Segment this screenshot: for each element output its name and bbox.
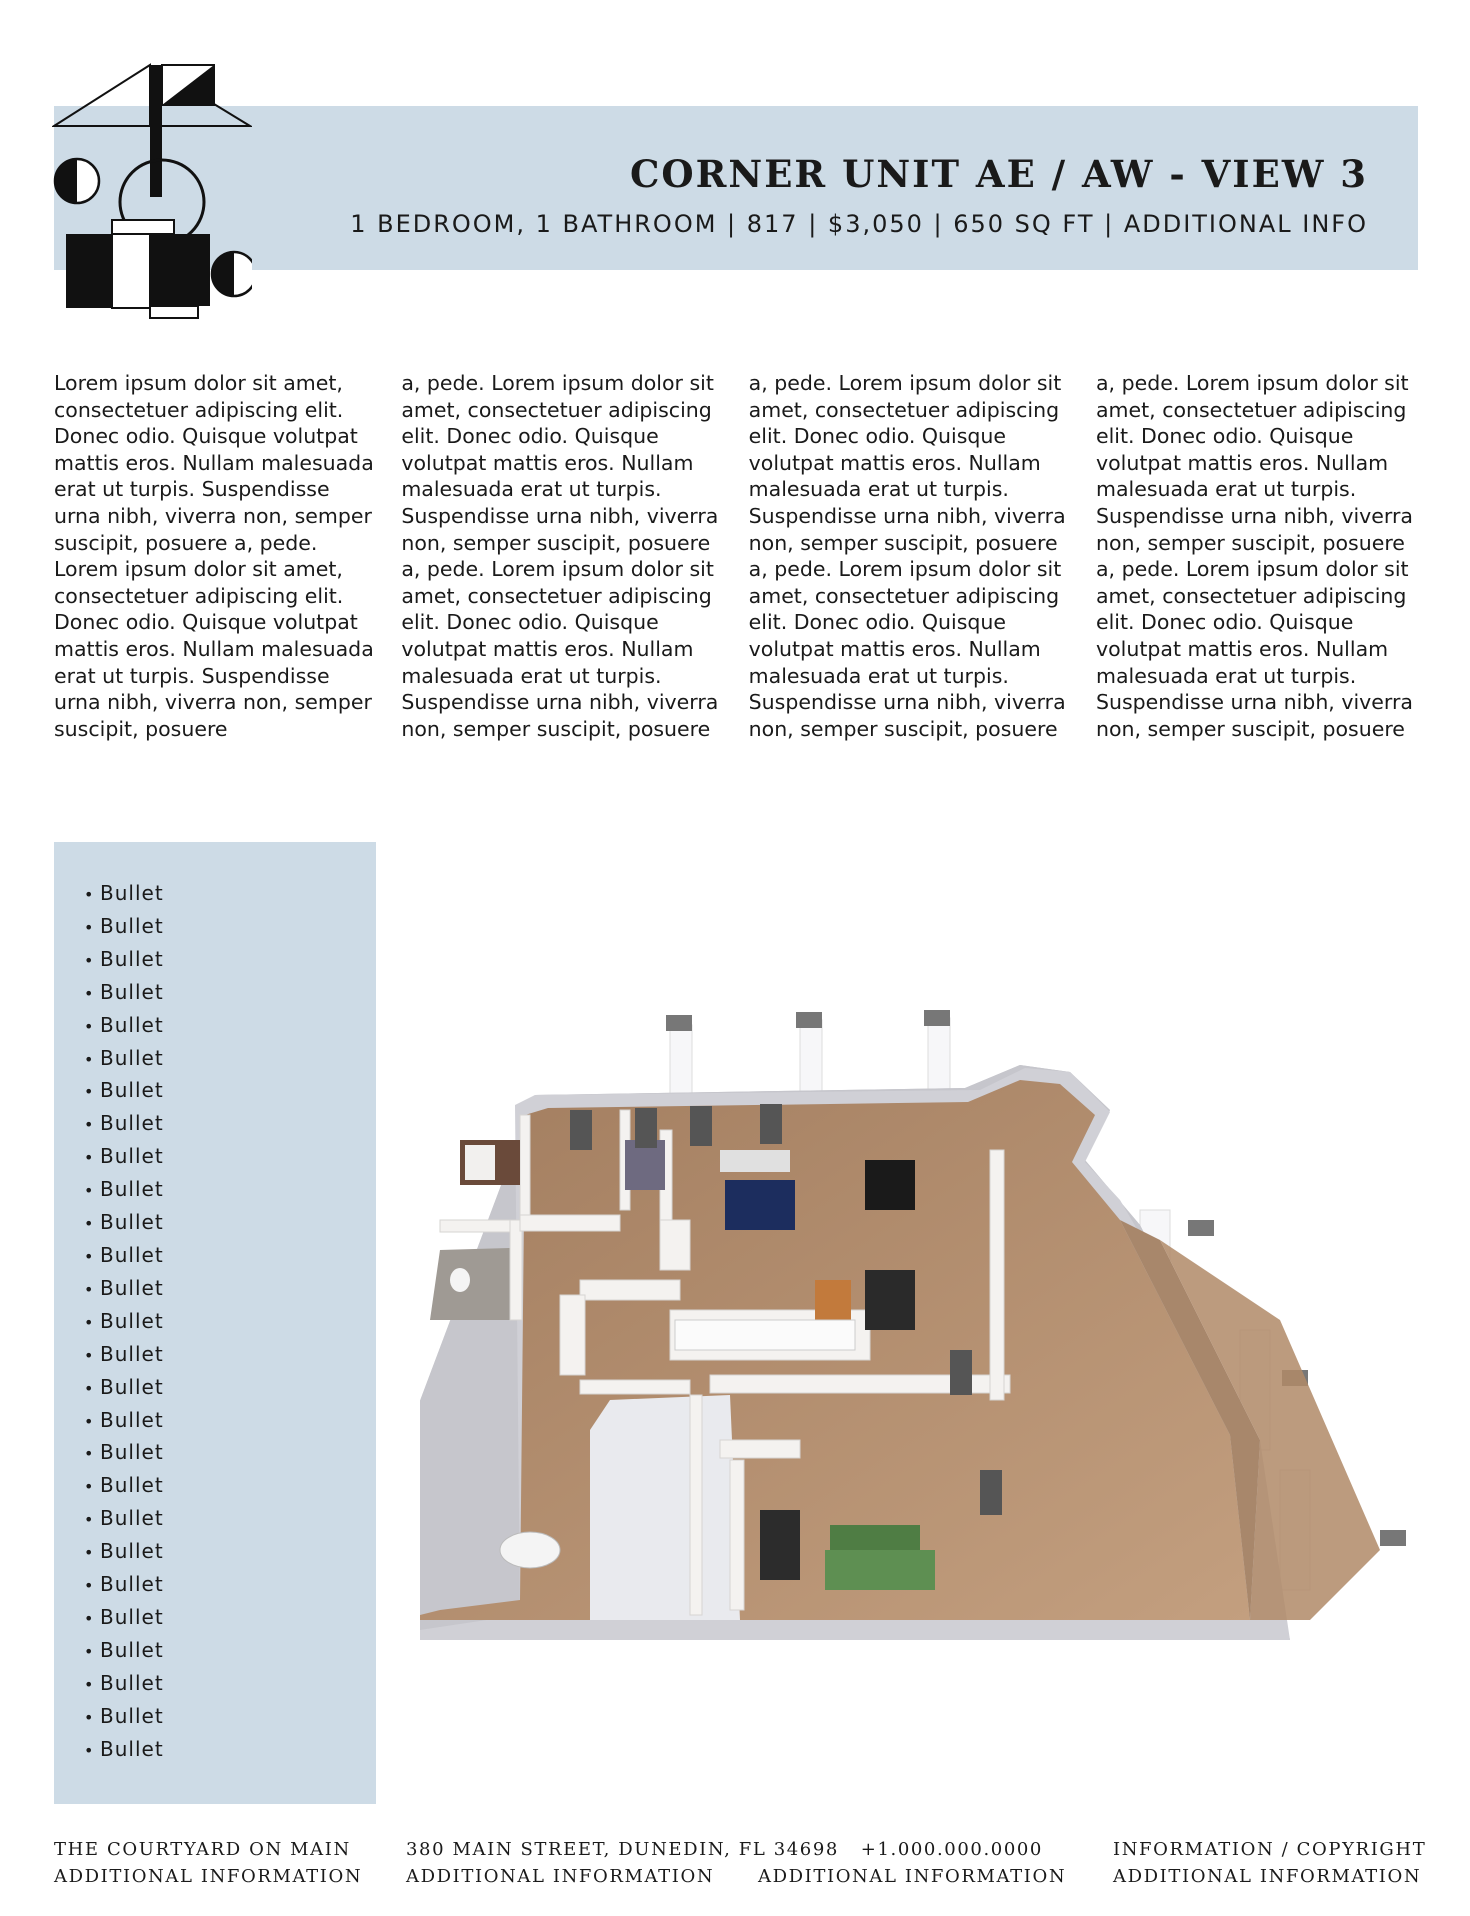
feature-bullet-text: Bullet <box>100 1506 164 1531</box>
feature-bullet-item <box>84 1339 164 1372</box>
body-column-1: Lorem ipsum dolor sit amet, consectetuer adipiscing elit. Donec odio. Quisque volutpat mattis eros. Nullam malesuada erat ut turpis. Suspendisse urna nibh, viverra non, semper suscipit, posuere a, pede. Lorem ipsum dolor sit amet, consectetuer adipiscing elit. Donec odio. Quisque volutpat mattis eros. Nullam malesuada erat ut turpis. Suspendisse urna nibh, viverra non, semper suscipit, posuere <box>54 371 374 741</box>
bullet-dot-icon: • <box>84 1345 95 1365</box>
bullet-dot-icon: • <box>84 1246 95 1266</box>
feature-bullet-text: Bullet <box>100 1078 164 1103</box>
footer-phone-number: +1.000.000.0000 <box>860 1839 1043 1860</box>
feature-bullet-item <box>84 1108 164 1141</box>
body-text-columns <box>54 370 1418 798</box>
feature-bullet-text: Bullet <box>100 979 164 1004</box>
feature-bullet-item <box>84 1437 164 1470</box>
feature-bullet-item <box>84 1569 164 1602</box>
feature-bullet-text: Bullet <box>100 1210 164 1235</box>
feature-bullet-item <box>84 1174 164 1207</box>
feature-bullet-text: Bullet <box>100 1407 164 1432</box>
bullet-dot-icon: • <box>84 950 95 970</box>
bullet-dot-icon: • <box>84 1707 95 1727</box>
feature-bullet-text: Bullet <box>100 881 164 905</box>
feature-bullet-item <box>84 1405 164 1438</box>
bullet-dot-icon: • <box>84 1016 95 1036</box>
bullet-dot-icon: • <box>84 1148 95 1168</box>
feature-bullet-item <box>84 1043 164 1076</box>
feature-bullet-item <box>84 1701 164 1734</box>
bullet-dot-icon: • <box>84 1641 95 1661</box>
feature-bullet-text: Bullet <box>100 1703 164 1728</box>
feature-bullet-text: Bullet <box>100 1637 164 1662</box>
bullet-dot-icon: • <box>84 1477 95 1497</box>
feature-bullet-item <box>84 1240 164 1273</box>
feature-bullet-text: Bullet <box>100 1374 164 1399</box>
feature-bullet-text: Bullet <box>100 1012 164 1037</box>
feature-bullet-text: Bullet <box>100 1111 164 1136</box>
footer-property-name: THE COURTYARD ON MAIN <box>54 1839 351 1860</box>
unit-summary: 1 BEDROOM, 1 BATHROOM | 817 | $3,050 | 650 SQ FT | ADDITIONAL INFO <box>350 210 1368 238</box>
feature-bullet-item <box>84 911 164 944</box>
feature-bullet-text: Bullet <box>100 1308 164 1333</box>
feature-bullet-item <box>84 878 164 911</box>
footer-copyright <box>1113 1836 1426 1890</box>
page-title: CORNER UNIT AE / AW - VIEW 3 <box>629 152 1368 196</box>
bullet-dot-icon: • <box>84 917 95 937</box>
bullet-dot-icon: • <box>84 1181 95 1201</box>
footer-phone <box>758 1836 1067 1890</box>
feature-bullet-item <box>84 977 164 1010</box>
feature-bullet-item <box>84 1207 164 1240</box>
feature-bullet-list <box>84 878 164 1766</box>
feature-bullet-text: Bullet <box>100 1604 164 1629</box>
bullet-dot-icon: • <box>84 1115 95 1135</box>
feature-bullet-item <box>84 944 164 977</box>
feature-bullet-text: Bullet <box>100 946 164 971</box>
feature-bullet-text: Bullet <box>100 1572 164 1597</box>
footer-phone-info: ADDITIONAL INFORMATION <box>758 1866 1067 1887</box>
footer-property-info: ADDITIONAL INFORMATION <box>54 1866 363 1887</box>
feature-bullet-text: Bullet <box>100 1275 164 1300</box>
feature-bullet-item <box>84 1010 164 1043</box>
feature-bullet-text: Bullet <box>100 1670 164 1695</box>
floor-plan-image <box>420 990 1420 1640</box>
feature-bullet-text: Bullet <box>100 1539 164 1564</box>
feature-bullet-text: Bullet <box>100 913 164 938</box>
bullet-dot-icon: • <box>84 1049 95 1069</box>
feature-bullet-item <box>84 1306 164 1339</box>
bullet-dot-icon: • <box>84 1543 95 1563</box>
feature-bullet-item <box>84 1470 164 1503</box>
feature-bullet-text: Bullet <box>100 1473 164 1498</box>
body-column-2: a, pede. Lorem ipsum dolor sit amet, consectetuer adipiscing elit. Donec odio. Quisque volutpat mattis eros. Nullam malesuada erat ut turpis. Suspendisse urna nibh, viverra non, semper suscipit, posuere a, pede. Lorem ipsum dolor sit amet, consectetuer adipiscing elit. Donec odio. Quisque volutpat mattis eros. Nullam malesuada erat ut turpis. Suspendisse urna nibh, viverra non, semper suscipit, posuere <box>401 371 719 741</box>
bullet-dot-icon: • <box>84 983 95 1003</box>
feature-bullet-text: Bullet <box>100 1242 164 1267</box>
bullet-dot-icon: • <box>84 1312 95 1332</box>
bullet-dot-icon: • <box>84 1674 95 1694</box>
feature-bullet-item <box>84 1141 164 1174</box>
body-column-4: a, pede. Lorem ipsum dolor sit amet, consectetuer adipiscing elit. Donec odio. Quisque volutpat mattis eros. Nullam malesuada erat ut turpis. Suspendisse urna nibh, viverra non, semper suscipit, posuere a, pede. Lorem ipsum dolor sit amet, consectetuer adipiscing elit. Donec odio. Quisque volutpat mattis eros. Nullam malesuada erat ut turpis. Suspendisse urna nibh, viverra non, semper suscipit, posuere <box>1095 371 1413 741</box>
bullet-dot-icon: • <box>84 1740 95 1760</box>
feature-bullet-text: Bullet <box>100 1177 164 1202</box>
feature-bullet-item <box>84 1635 164 1668</box>
bullet-dot-icon: • <box>84 1214 95 1234</box>
feature-bullet-text: Bullet <box>100 1341 164 1366</box>
feature-bullet-item <box>84 1372 164 1405</box>
feature-bullet-item <box>84 1273 164 1306</box>
bullet-dot-icon: • <box>84 885 95 904</box>
feature-bullet-item <box>84 1075 164 1108</box>
feature-bullet-item <box>84 1536 164 1569</box>
bullet-dot-icon: • <box>84 1378 95 1398</box>
feature-bullet-item <box>84 1503 164 1536</box>
footer-address-info: ADDITIONAL INFORMATION <box>406 1866 715 1887</box>
footer-copyright-line: INFORMATION / COPYRIGHT <box>1113 1839 1427 1860</box>
feature-bullet-item <box>84 1668 164 1701</box>
feature-bullet-item <box>84 1602 164 1635</box>
footer-property <box>54 1836 362 1890</box>
feature-bullet-item <box>84 1734 164 1767</box>
bullet-dot-icon: • <box>84 1444 95 1464</box>
footer-address-line: 380 MAIN STREET, DUNEDIN, FL 34698 <box>406 1839 839 1860</box>
bullet-dot-icon: • <box>84 1082 95 1102</box>
body-column-3: a, pede. Lorem ipsum dolor sit amet, consectetuer adipiscing elit. Donec odio. Quisque volutpat mattis eros. Nullam malesuada erat ut turpis. Suspendisse urna nibh, viverra non, semper suscipit, posuere a, pede. Lorem ipsum dolor sit amet, consectetuer adipiscing elit. Donec odio. Quisque volutpat mattis eros. Nullam malesuada erat ut turpis. Suspendisse urna nibh, viverra non, semper suscipit, posuere <box>748 371 1066 741</box>
building-logo-icon <box>52 60 252 326</box>
bullet-dot-icon: • <box>84 1510 95 1530</box>
feature-bullet-text: Bullet <box>100 1440 164 1465</box>
bullet-dot-icon: • <box>84 1411 95 1431</box>
bullet-dot-icon: • <box>84 1608 95 1628</box>
feature-bullet-text: Bullet <box>100 1736 164 1761</box>
bullet-dot-icon: • <box>84 1279 95 1299</box>
footer-copyright-info: ADDITIONAL INFORMATION <box>1113 1866 1422 1887</box>
feature-bullet-text: Bullet <box>100 1144 164 1169</box>
bullet-dot-icon: • <box>84 1576 95 1596</box>
feature-bullet-text: Bullet <box>100 1045 164 1070</box>
